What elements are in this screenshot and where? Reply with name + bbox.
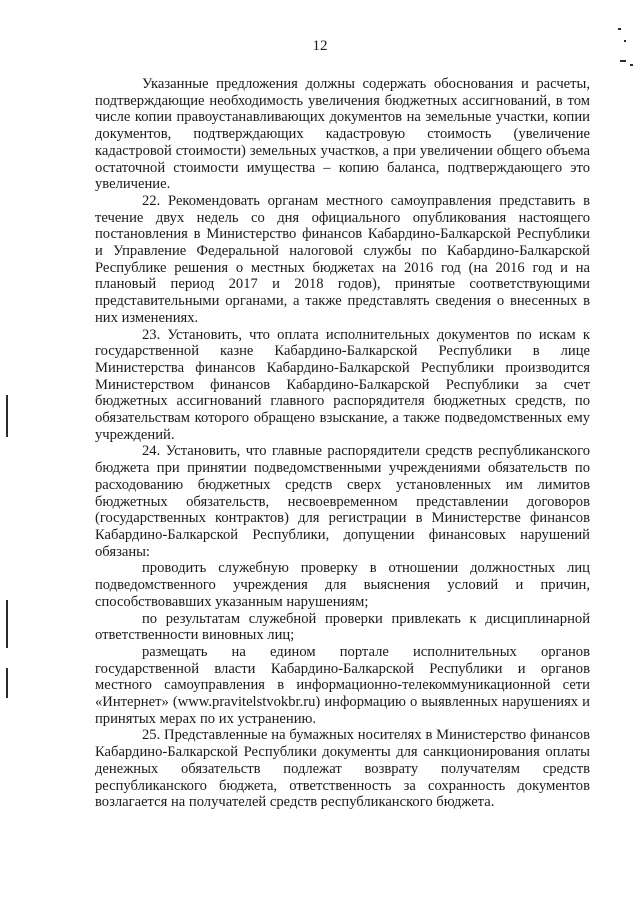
scan-speck — [618, 28, 621, 30]
paragraph-24-portal-publication: размещать на едином портале исполнительных органов государственной власти Кабардино-Балкарской Республики и органов местного самоуправления в информационно-телекоммуникационной сети «Интернет» (www.pravitelstvokbr.ru) информацию о выявленных нарушениях и принятых мерах по их устранению. — [95, 643, 590, 727]
scan-speck — [630, 64, 633, 66]
paragraph-proposals-justification: Указанные предложения должны содержать обоснования и расчеты, подтверждающие необходимость увеличения бюджетных ассигнований, в том числе копии правоустанавливающих документов на земельные участки, копии документов, подтверждающих кадастровую стоимость (увеличение кадастровой стоимости) земельных участков, а при увеличении общего объема остаточной стоимости имущества – копию баланса, подтверждающего это увеличение. — [95, 76, 590, 193]
scan-speck — [620, 60, 626, 62]
document-body — [95, 76, 590, 811]
page-number: 12 — [312, 38, 328, 54]
scan-edge-mark — [6, 600, 8, 648]
scan-edge-mark — [6, 668, 8, 698]
paragraph-25-paper-documents: 25. Представленные на бумажных носителях в Министерство финансов Кабардино-Балкарской Республики документы для санкционирования оплаты денежных обязательств подлежат возврату получателям средств республиканского бюджета, ответственность за сохранность документов возлагается на получателей средств республиканского бюджета. — [95, 727, 590, 811]
scan-speck — [624, 40, 626, 42]
paragraph-24-official-inspection: проводить служебную проверку в отношении должностных лиц подведомственного учреждения для выяснения условий и причин, способствовавших указанным нарушениям; — [95, 560, 590, 610]
paragraph-24-disciplinary-liability: по результатам служебной проверки привлекать к дисциплинарной ответственности виновных лиц; — [95, 610, 590, 644]
scan-edge-mark — [6, 395, 8, 437]
paragraph-24-budget-obligations: 24. Установить, что главные распорядители средств республиканского бюджета при принятии подведомственными учреждениями обязательств по расходованию бюджетных средств сверх установленных им лимитов бюджетных обязательств, несвоевременном представлении договоров (государственных контрактов) для регистрации в Министерстве финансов Кабардино-Балкарской Республики, допущении финансовых нарушений обязаны: — [95, 443, 590, 560]
paragraph-22-local-budgets: 22. Рекомендовать органам местного самоуправления представить в течение двух недель со дня официального опубликования настоящего постановления в Министерство финансов Кабардино-Балкарской Республики и Управление Федеральной налоговой службы по Кабардино-Балкарской Республике решения о местных бюджетах на 2016 год (на 2016 год и на плановый период 2017 и 2018 годов), принятые соответствующими представительными органами, а также представлять сведения о внесенных в них изменениях. — [95, 192, 590, 326]
paragraph-23-enforcement-documents: 23. Установить, что оплата исполнительных документов по искам к государственной казне Кабардино-Балкарской Республики в лице Министерства финансов Кабардино-Балкарской Республики производится Министерством финансов Кабардино-Балкарской Республики за счет бюджетных ассигнований главного распорядителя бюджетных средств, по обязательствам которого обращено взыскание, а также подведомственных ему учреждений. — [95, 326, 590, 443]
